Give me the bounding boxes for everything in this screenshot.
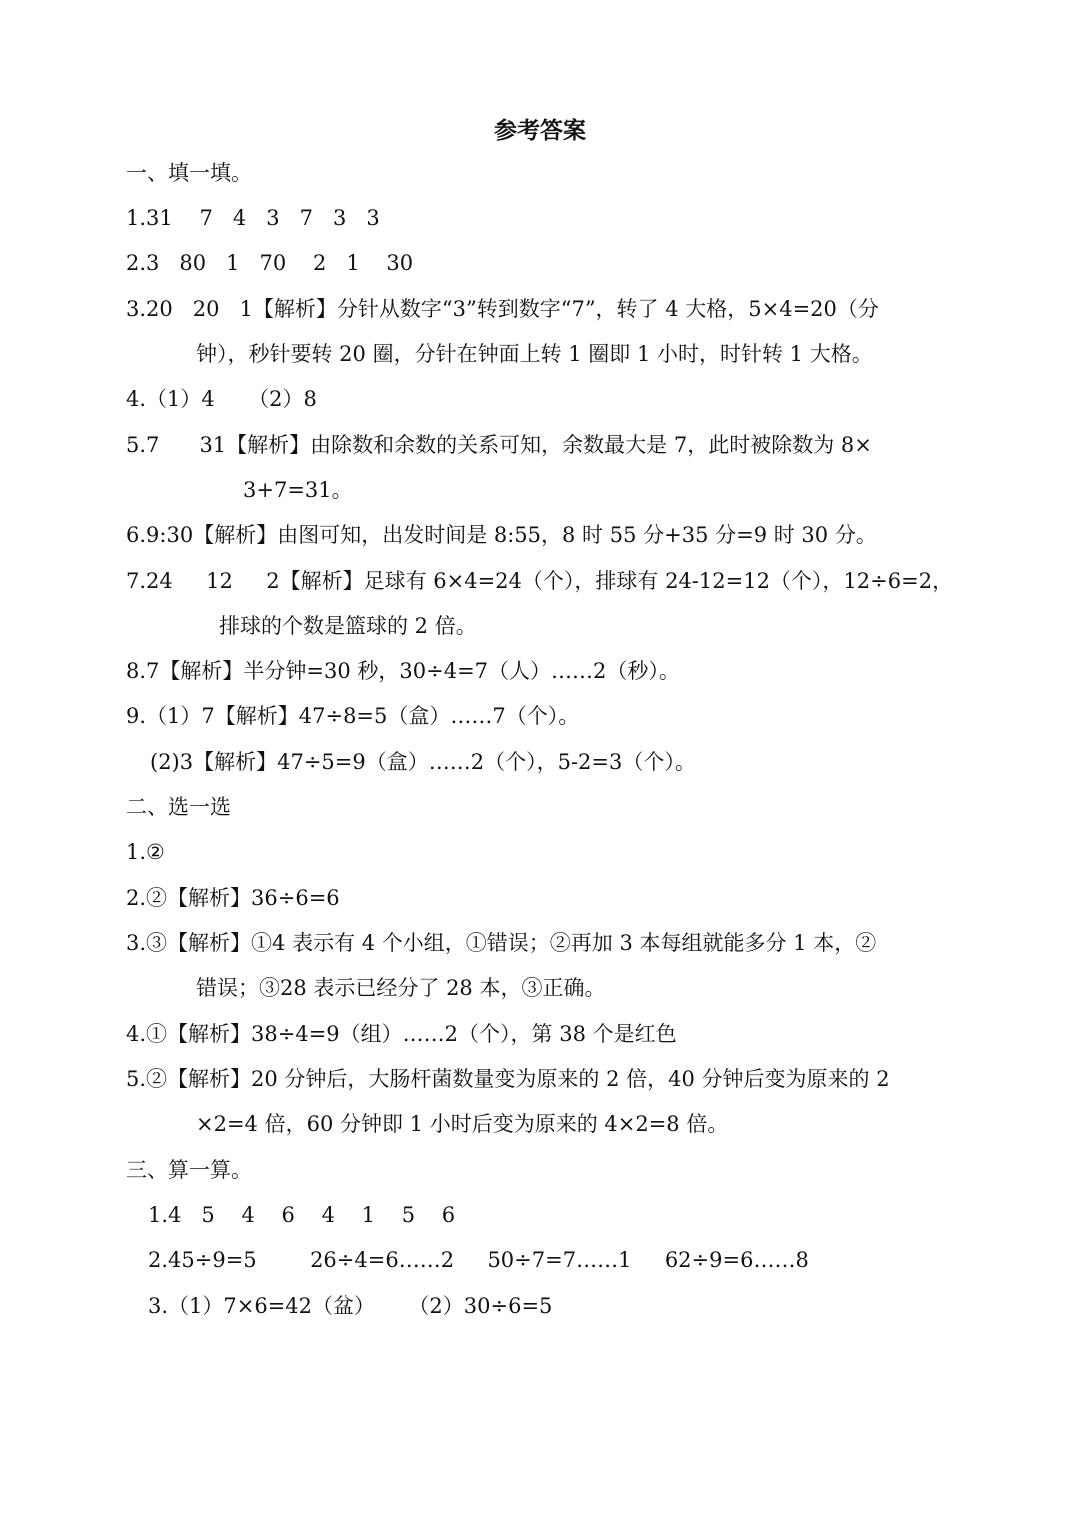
answer-line: (2)3【解析】47÷5=9（盒）……2（个），5-2=3（个）。 <box>150 750 696 774</box>
answer-line: 2.②【解析】36÷6=6 <box>126 886 340 910</box>
answer-line: 8.7【解析】半分钟=30 秒，30÷4=7（人）……2（秒）。 <box>126 659 680 683</box>
answer-line: 6.9:30【解析】由图可知，出发时间是 8:55，8 时 55 分+35 分=9 时 30 分。 <box>126 523 877 547</box>
answer-line: 3.③【解析】①4 表示有 4 个小组，①错误；②再加 3 本每组就能多分 1 本，② <box>126 931 877 955</box>
answer-line: 错误；③28 表示已经分了 28 本，③正确。 <box>196 976 606 1000</box>
answer-line: 3.20 20 1【解析】分针从数字“3”转到数字“7”，转了 4 大格，5×4=20（分 <box>126 297 879 321</box>
answer-line: 5.②【解析】20 分钟后，大肠杆菌数量变为原来的 2 倍，40 分钟后变为原来的 2 <box>126 1067 890 1091</box>
answer-line: 1.② <box>126 840 165 864</box>
page-title: 参考答案 <box>494 118 586 144</box>
answer-line: ×2=4 倍，60 分钟即 1 小时后变为原来的 4×2=8 倍。 <box>196 1112 729 1136</box>
answer-line: 二、选一选 <box>126 795 231 819</box>
answer-line: 9.（1）7【解析】47÷8=5（盒）……7（个）。 <box>126 704 580 728</box>
answer-line: 3+7=31。 <box>243 478 353 502</box>
answer-line: 一、填一填。 <box>126 161 252 185</box>
answer-line: 3.（1）7×6=42（盆） （2）30÷6=5 <box>148 1294 553 1318</box>
answer-line: 钟），秒针要转 20 圈，分针在钟面上转 1 圈即 1 小时，时针转 1 大格。 <box>196 342 873 366</box>
answer-line: 1.4 5 4 6 4 1 5 6 <box>148 1203 456 1227</box>
answer-line: 三、算一算。 <box>126 1158 252 1182</box>
answer-line: 5.7 31【解析】由除数和余数的关系可知，余数最大是 7，此时被除数为 8× <box>126 433 872 457</box>
answer-line: 7.24 12 2【解析】足球有 6×4=24（个），排球有 24-12=12（个），12÷6=2， <box>126 569 954 593</box>
answer-line: 4.①【解析】38÷4=9（组）……2（个），第 38 个是红色 <box>126 1022 677 1046</box>
answer-line: 4.（1）4 （2）8 <box>126 387 317 411</box>
answer-line: 2.3 80 1 70 2 1 30 <box>126 251 414 275</box>
answer-line: 2.45÷9=5 26÷4=6……2 50÷7=7……1 62÷9=6……8 <box>148 1248 809 1272</box>
answer-line: 1.31 7 4 3 7 3 3 <box>126 206 380 230</box>
answer-line: 排球的个数是篮球的 2 倍。 <box>219 614 477 638</box>
